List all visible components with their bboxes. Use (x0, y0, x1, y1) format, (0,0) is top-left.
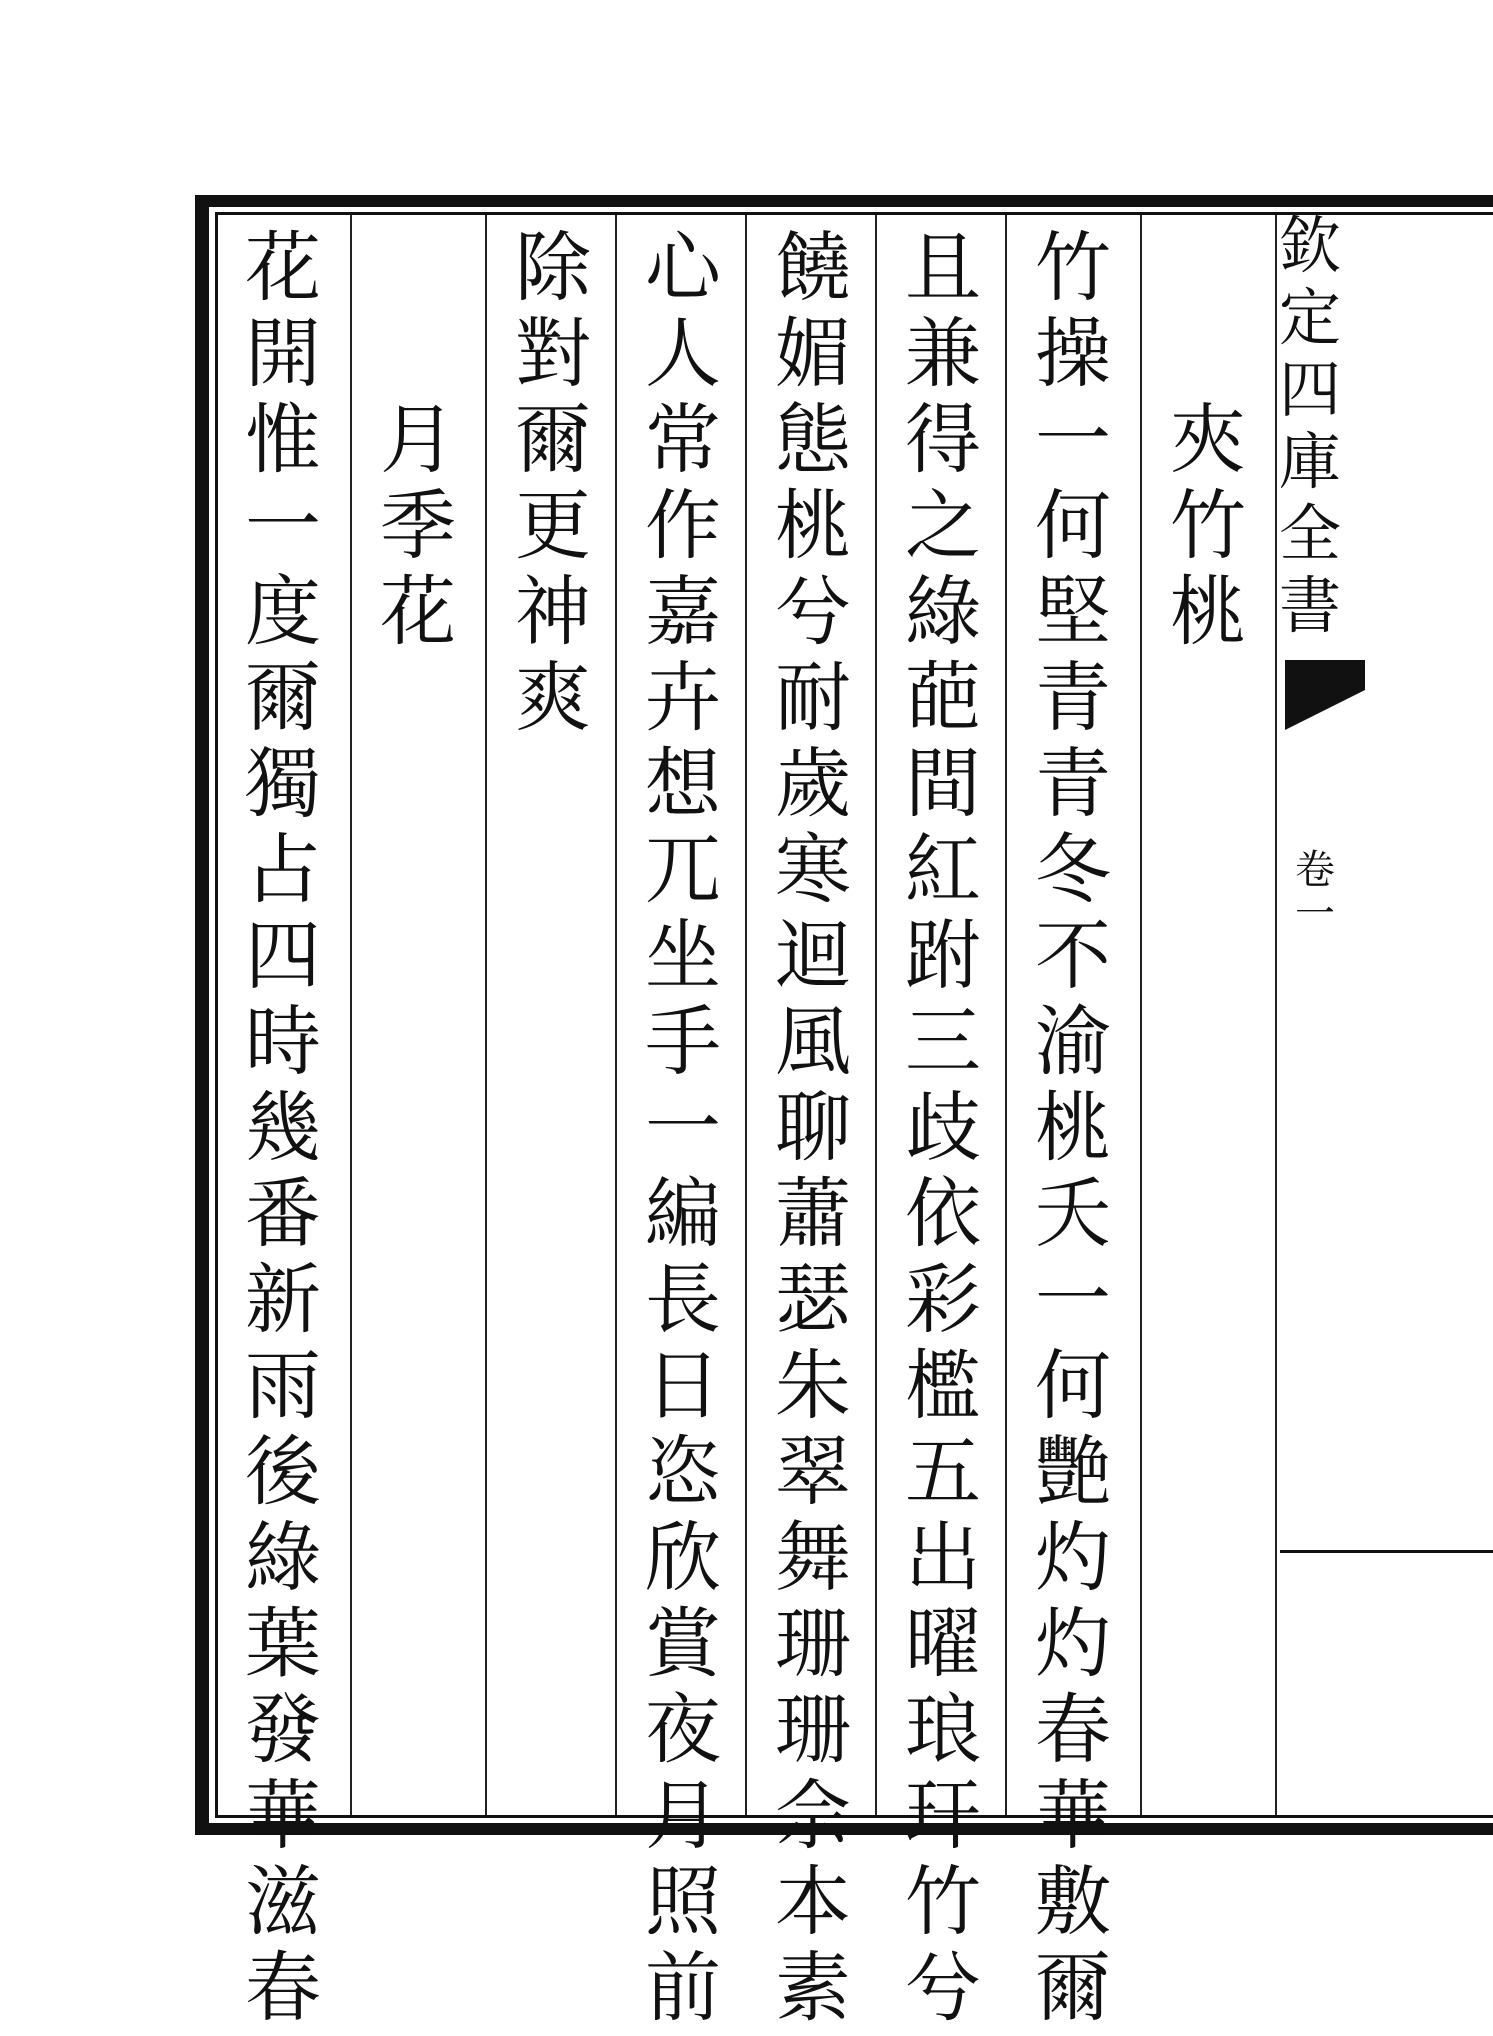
character: 度 (245, 567, 321, 656)
character: 新 (245, 1255, 321, 1344)
character: 竹 (905, 1857, 981, 1946)
character: 四 (245, 911, 321, 1000)
character: 態 (775, 395, 851, 484)
character: 灼 (1035, 1599, 1111, 1688)
character: 夭 (1035, 1169, 1111, 1258)
character: 編 (645, 1169, 721, 1258)
character: 素 (775, 1943, 851, 2032)
character: 跗 (905, 911, 981, 1000)
character: 舞 (775, 1513, 851, 1602)
character: 恣 (645, 1427, 721, 1516)
character: 灼 (1035, 1513, 1111, 1602)
character: 一 (245, 481, 321, 570)
character: 饒 (775, 223, 851, 312)
character: 一 (645, 1083, 721, 1172)
column-rule (745, 215, 747, 1815)
character: 欣 (645, 1513, 721, 1602)
character: 爽 (515, 653, 591, 742)
character: 照 (645, 1857, 721, 1946)
character: 占 (245, 825, 321, 914)
character: 本 (775, 1857, 851, 1946)
column-rule (485, 215, 487, 1815)
character: 作 (645, 481, 721, 570)
character: 且 (905, 223, 981, 312)
character: 月 (380, 395, 456, 484)
character: 番 (245, 1169, 321, 1258)
character: 五 (905, 1427, 981, 1516)
character: 定 (1278, 281, 1341, 354)
character: 紅 (905, 825, 981, 914)
character: 綠 (245, 1513, 321, 1602)
character: 彩 (905, 1255, 981, 1344)
character: 爾 (245, 653, 321, 742)
character: 花 (245, 223, 321, 312)
indent-space (1160, 230, 1256, 316)
character: 兮 (905, 1943, 981, 2032)
character: 曜 (905, 1599, 981, 1688)
character: 竹 (1035, 223, 1111, 312)
character: 瑟 (775, 1255, 851, 1344)
character: 綠 (905, 567, 981, 656)
character: 雨 (245, 1341, 321, 1430)
character: 得 (905, 395, 981, 484)
character: 春 (245, 1943, 321, 2032)
column-rule (1140, 215, 1142, 1815)
character: 滋 (245, 1857, 321, 1946)
character: 歧 (905, 1083, 981, 1172)
character: 卉 (645, 653, 721, 742)
book-title (1275, 209, 1345, 647)
character: 欽 (1278, 209, 1341, 282)
character: 常 (645, 395, 721, 484)
character: 夾 (1170, 395, 1246, 484)
character: 手 (645, 997, 721, 1086)
character: 花 (380, 567, 456, 656)
character: 人 (645, 309, 721, 398)
character: 一 (1035, 1255, 1111, 1344)
character: 心 (645, 223, 721, 312)
character: 朱 (775, 1341, 851, 1430)
character: 桃 (775, 481, 851, 570)
character: 時 (245, 997, 321, 1086)
character: 華 (245, 1771, 321, 1860)
character: 依 (905, 1169, 981, 1258)
text-column (635, 223, 731, 2036)
character: 葉 (245, 1599, 321, 1688)
character: 翠 (775, 1427, 851, 1516)
header-rule (1280, 1550, 1493, 1553)
character: 兼 (905, 309, 981, 398)
character: 四 (1278, 353, 1341, 426)
character: 長 (645, 1255, 721, 1344)
character: 春 (1035, 1685, 1111, 1774)
character: 惟 (245, 395, 321, 484)
character: 敷 (1035, 1857, 1111, 1946)
character: 後 (245, 1427, 321, 1516)
character: 迴 (775, 911, 851, 1000)
character: 桃 (1170, 567, 1246, 656)
character: 卷 (1295, 847, 1335, 893)
character: 一 (1295, 891, 1335, 937)
character: 獨 (245, 739, 321, 828)
character: 華 (1035, 1771, 1111, 1860)
character: 賞 (645, 1599, 721, 1688)
character: 嘉 (645, 567, 721, 656)
character: 寒 (775, 825, 851, 914)
character: 歲 (775, 739, 851, 828)
character: 三 (905, 997, 981, 1086)
character: 對 (515, 309, 591, 398)
character: 不 (1035, 911, 1111, 1000)
character: 夜 (645, 1685, 721, 1774)
character: 佘 (775, 1771, 851, 1860)
character: 更 (515, 481, 591, 570)
character: 耐 (775, 653, 851, 742)
character: 竹 (1170, 481, 1246, 570)
character: 琅 (905, 1685, 981, 1774)
character: 除 (515, 223, 591, 312)
character: 書 (1278, 569, 1341, 642)
character: 開 (245, 309, 321, 398)
character: 坐 (645, 911, 721, 1000)
character: 神 (515, 567, 591, 656)
character: 葩 (905, 653, 981, 742)
character: 艷 (1035, 1427, 1111, 1516)
column-rule (875, 215, 877, 1815)
character: 玕 (905, 1771, 981, 1860)
character: 想 (645, 739, 721, 828)
character: 媚 (775, 309, 851, 398)
character: 青 (1035, 739, 1111, 828)
character: 冬 (1035, 825, 1111, 914)
character: 檻 (905, 1341, 981, 1430)
character: 全 (1278, 497, 1341, 570)
character: 何 (1035, 1341, 1111, 1430)
character: 前 (645, 1943, 721, 2032)
text-column (765, 223, 861, 2036)
character: 爾 (1035, 1943, 1111, 2032)
character: 季 (380, 481, 456, 570)
character: 一 (1035, 395, 1111, 484)
section-title (370, 230, 466, 660)
text-column (895, 223, 991, 2036)
character: 珊 (775, 1685, 851, 1774)
character: 之 (905, 481, 981, 570)
character: 操 (1035, 309, 1111, 398)
character: 蕭 (775, 1169, 851, 1258)
text-column (1025, 223, 1121, 2036)
character: 庫 (1278, 425, 1341, 498)
text-column (235, 223, 331, 2036)
character: 兮 (775, 567, 851, 656)
indent-space (1160, 316, 1256, 402)
character: 月 (645, 1771, 721, 1860)
character: 渝 (1035, 997, 1111, 1086)
fishtail-mark (1285, 660, 1365, 730)
text-column (505, 223, 601, 746)
character: 堅 (1035, 567, 1111, 656)
indent-space (370, 316, 466, 402)
indent-space (370, 230, 466, 316)
character: 出 (905, 1513, 981, 1602)
character: 桃 (1035, 1083, 1111, 1172)
column-rule (615, 215, 617, 1815)
character: 日 (645, 1341, 721, 1430)
column-rule (350, 215, 352, 1815)
character: 間 (905, 739, 981, 828)
character: 爾 (515, 395, 591, 484)
character: 幾 (245, 1083, 321, 1172)
character: 發 (245, 1685, 321, 1774)
character: 青 (1035, 653, 1111, 742)
juan-number (1285, 847, 1345, 938)
character: 何 (1035, 481, 1111, 570)
character: 風 (775, 997, 851, 1086)
character: 珊 (775, 1599, 851, 1688)
character: 聊 (775, 1083, 851, 1172)
column-rule (1005, 215, 1007, 1815)
section-title (1160, 230, 1256, 660)
character: 兀 (645, 825, 721, 914)
